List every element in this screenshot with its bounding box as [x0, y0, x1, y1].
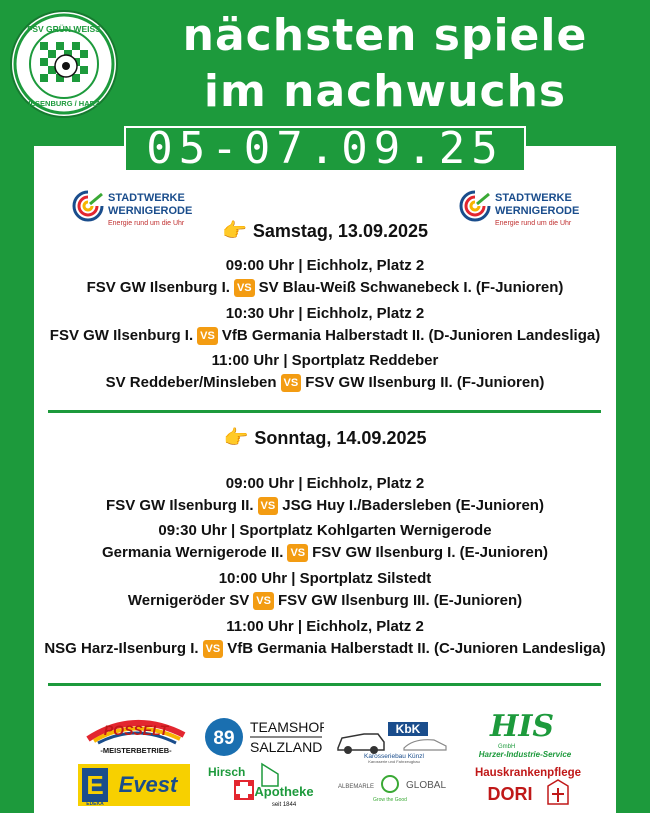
dori-line2: DORI — [487, 784, 533, 804]
stadtwerke-name-1: STADTWERKE — [495, 192, 572, 204]
home-team: NSG Harz-Ilsenburg I. — [44, 640, 199, 657]
evest-name: Evest — [118, 772, 178, 797]
sponsor-apotheke — [206, 762, 316, 808]
game-matchup — [0, 638, 650, 660]
his-gmbh: GmbH — [498, 744, 516, 750]
teamshop-number: 89 — [213, 728, 235, 749]
home-team: SV Reddeber/Minsleben — [105, 374, 277, 391]
game-matchup — [0, 590, 650, 612]
club-logo — [10, 10, 118, 118]
game-matchup — [0, 325, 650, 347]
stadtwerke-tagline: Energie rund um die Uhr — [495, 220, 572, 227]
svg-text:E: E — [86, 770, 104, 800]
game-time-place: 09:30 Uhr | Sportplatz Kohlgarten Wernigerode — [158, 522, 492, 539]
divider — [48, 683, 601, 686]
kbk-logo — [334, 718, 454, 764]
vs-badge: VS — [253, 592, 274, 610]
vs-badge: VS — [281, 374, 302, 392]
sponsor-dori — [468, 764, 588, 808]
apotheke-line2: Apotheke — [254, 784, 314, 799]
apotheke-since: seit 1844 — [271, 802, 297, 808]
kbk-sub2: Karosserie und Fahrzeugbau — [368, 759, 420, 764]
evest-edeka: EDEKA — [86, 801, 104, 806]
sponsor-kbk — [334, 718, 454, 764]
away-team: SV Blau-Weiß Schwanebeck I. (F-Junioren) — [258, 279, 564, 296]
stadtwerke-name-1: STADTWERKE — [108, 192, 185, 204]
away-team: FSV GW Ilsenburg III. (E-Junioren) — [277, 592, 523, 609]
evest-logo — [78, 764, 190, 806]
vs-badge: VS — [258, 497, 279, 515]
game-time-place: 11:00 Uhr | Sportplatz Reddeber — [211, 352, 439, 369]
sponsor-evest — [78, 764, 190, 806]
teamshop-logo — [204, 714, 324, 760]
divider — [48, 410, 601, 413]
away-team: VfB Germania Halberstadt II. (C-Junioren Landesliga) — [227, 640, 606, 657]
away-team: VfB Germania Halberstadt II. (D-Junioren Landesliga) — [221, 327, 601, 344]
game-matchup — [0, 542, 650, 564]
teamshop-line2: SALZLAND — [250, 739, 323, 755]
day1-label: Samstag, 13.09.2025 — [252, 221, 429, 241]
teamshop-line1: TEAMSHOP — [250, 719, 324, 735]
vs-badge: VS — [287, 544, 308, 562]
pointing-hand-icon: 👉 — [223, 427, 249, 449]
game-time-place: 10:30 Uhr | Eichholz, Platz 2 — [225, 305, 425, 322]
pointing-hand-icon: 👉 — [221, 220, 247, 242]
stadtwerke-name-2: WERNIGERODE — [495, 205, 580, 217]
sponsor-teamshop — [204, 714, 324, 760]
posselt-sub: -MEISTERBETRIEB- — [100, 746, 172, 755]
stadtwerke-name-2: WERNIGERODE — [108, 205, 193, 217]
game-time-place: 09:00 Uhr | Eichholz, Platz 2 — [225, 257, 425, 274]
club-logo-top-text: FSV GRÜN WEISS — [27, 24, 101, 34]
posselt-name: POSSELT — [103, 722, 169, 738]
game-matchup — [0, 495, 650, 517]
away-team: FSV GW Ilsenburg II. (F-Junioren) — [305, 374, 545, 391]
posselt-logo — [84, 713, 188, 757]
club-logo-bottom-text: ILSENBURG / HARZ — [28, 99, 100, 108]
date-range: 05-07.09.25 — [124, 126, 526, 172]
day2-heading — [0, 425, 650, 450]
vs-badge: VS — [197, 327, 218, 345]
sponsor-albemarle-global — [334, 774, 454, 804]
home-team: FSV GW Ilsenburg I. — [49, 327, 194, 344]
game-time-place: 10:00 Uhr | Sportplatz Silstedt — [218, 570, 432, 587]
vs-badge: VS — [203, 640, 224, 658]
club-crest-graphic — [12, 12, 116, 116]
home-team: Wernigeröder SV — [127, 592, 250, 609]
dori-logo — [468, 764, 588, 808]
day2-label: Sonntag, 14.09.2025 — [254, 428, 427, 448]
game-matchup — [0, 277, 650, 299]
header-title-line1: nächsten spiele — [182, 10, 588, 61]
albemarle-right: GLOBAL — [405, 780, 447, 791]
kbk-sub: Karosseriebau Künzl — [364, 753, 424, 760]
vs-badge: VS — [234, 279, 255, 297]
albemarle-left: ALBEMARLE — [338, 784, 375, 790]
stadtwerke-tagline: Energie rund um die Uhr — [108, 220, 185, 227]
game-time-place: 11:00 Uhr | Eichholz, Platz 2 — [226, 618, 424, 635]
header-title-line2: im nachwuchs — [203, 66, 567, 117]
away-team: JSG Huy I./Badersleben (E-Junioren) — [282, 497, 544, 514]
apotheke-logo — [206, 762, 316, 808]
his-sub: Harzer-Industrie-Service — [478, 750, 572, 758]
sponsor-posselt — [84, 713, 188, 757]
sponsor-his — [470, 708, 580, 758]
his-logo — [470, 708, 580, 758]
game-matchup — [0, 372, 650, 394]
away-team: FSV GW Ilsenburg I. (E-Junioren) — [312, 544, 548, 561]
albemarle-tag: Grow the Good — [373, 797, 407, 803]
home-team: FSV GW Ilsenburg II. — [106, 497, 254, 514]
home-team: Germania Wernigerode II. — [102, 544, 284, 561]
albemarle-logo — [334, 774, 454, 804]
apotheke-line1: Hirsch — [208, 765, 246, 779]
his-name: HIS — [489, 709, 555, 744]
home-team: FSV GW Ilsenburg I. — [86, 279, 230, 296]
kbk-name: KbK — [395, 722, 421, 736]
day1-heading — [0, 218, 650, 243]
game-time-place: 09:00 Uhr | Eichholz, Platz 2 — [225, 475, 425, 492]
dori-line1: Hauskrankenpflege — [474, 767, 582, 779]
